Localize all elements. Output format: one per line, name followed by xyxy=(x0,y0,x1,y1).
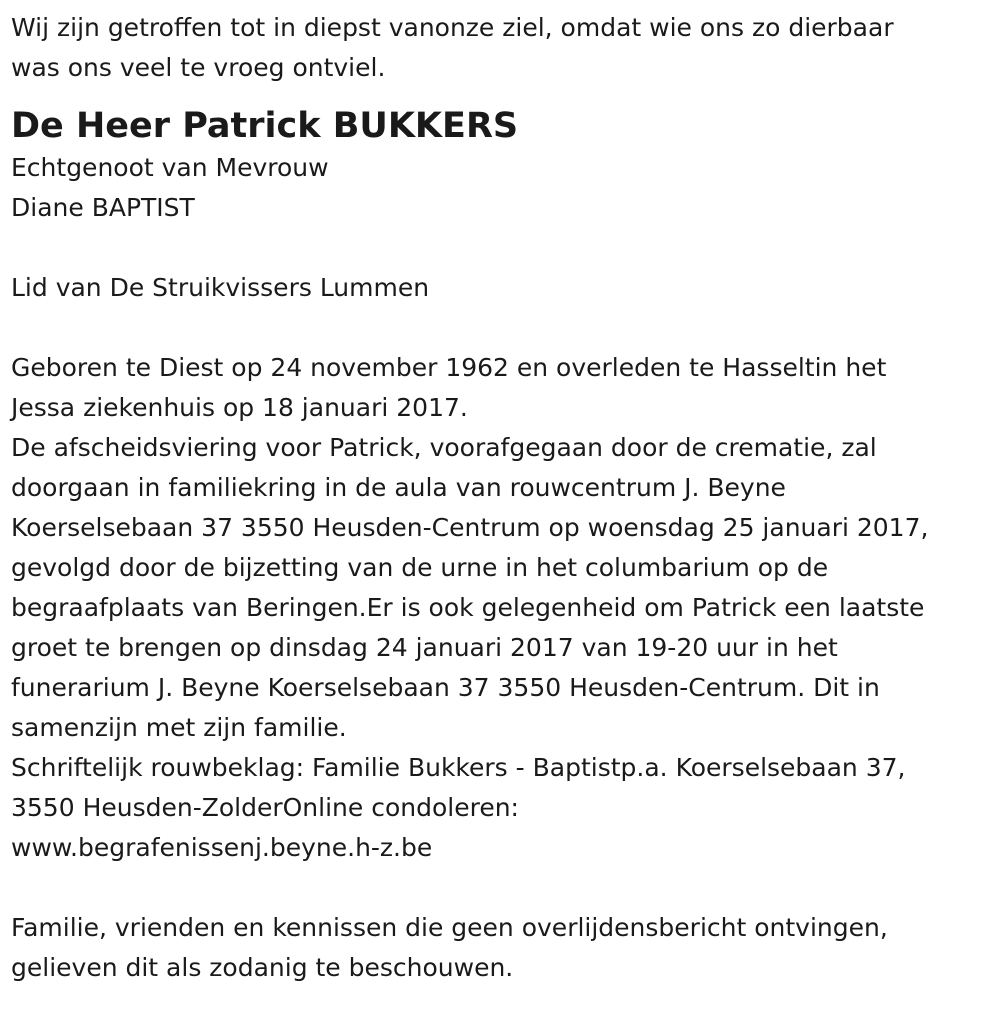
details-line: De afscheidsviering voor Patrick, voorafgegaan door de crematie, zal xyxy=(11,433,877,462)
intro-line-2: was ons veel te vroeg ontviel. xyxy=(11,53,386,82)
spouse-line-2: Diane BAPTIST xyxy=(11,193,195,222)
details-line: Schriftelijk rouwbeklag: Familie Bukkers - Baptistp.a. Koerselsebaan 37, xyxy=(11,753,906,782)
closing-line-2: gelieven dit als zodanig te beschouwen. xyxy=(11,953,514,982)
membership-line: Lid van De Struikvissers Lummen xyxy=(11,273,430,302)
details-line: Koerselsebaan 37 3550 Heusden-Centrum op woensdag 25 januari 2017, xyxy=(11,513,929,542)
spacer xyxy=(11,308,990,348)
details-line: gevolgd door de bijzetting van de urne in het columbarium op de xyxy=(11,553,829,582)
deceased-name: De Heer Patrick BUKKERS xyxy=(11,106,519,146)
details-line: begraafplaats van Beringen.Er is ook gelegenheid om Patrick een laatste xyxy=(11,593,925,622)
spouse-line-1: Echtgenoot van Mevrouw xyxy=(11,153,329,182)
details-line: groet te brengen op dinsdag 24 januari 2017 van 19-20 uur in het xyxy=(11,633,838,662)
details-line: samenzijn met zijn familie. xyxy=(11,713,347,742)
details-line: 3550 Heusden-ZolderOnline condoleren: xyxy=(11,793,519,822)
details-line: doorgaan in familiekring in de aula van rouwcentrum J. Beyne xyxy=(11,473,786,502)
closing-line-1: Familie, vrienden en kennissen die geen overlijdensbericht ontvingen, xyxy=(11,913,888,942)
details-line: Geboren te Diest op 24 november 1962 en overleden te Hasseltin het xyxy=(11,353,887,382)
details-line: funerarium J. Beyne Koerselsebaan 37 3550 Heusden-Centrum. Dit in xyxy=(11,673,880,702)
spacer xyxy=(11,868,990,908)
website-line xyxy=(11,828,990,868)
condolence-website-link[interactable]: www.begrafenissenj.beyne.h-z.be xyxy=(11,833,433,862)
spacer xyxy=(11,228,990,268)
details-line: Jessa ziekenhuis op 18 januari 2017. xyxy=(11,393,468,422)
intro-line-1: Wij zijn getroffen tot in diepst vanonze ziel, omdat wie ons zo dierbaar xyxy=(11,13,894,42)
